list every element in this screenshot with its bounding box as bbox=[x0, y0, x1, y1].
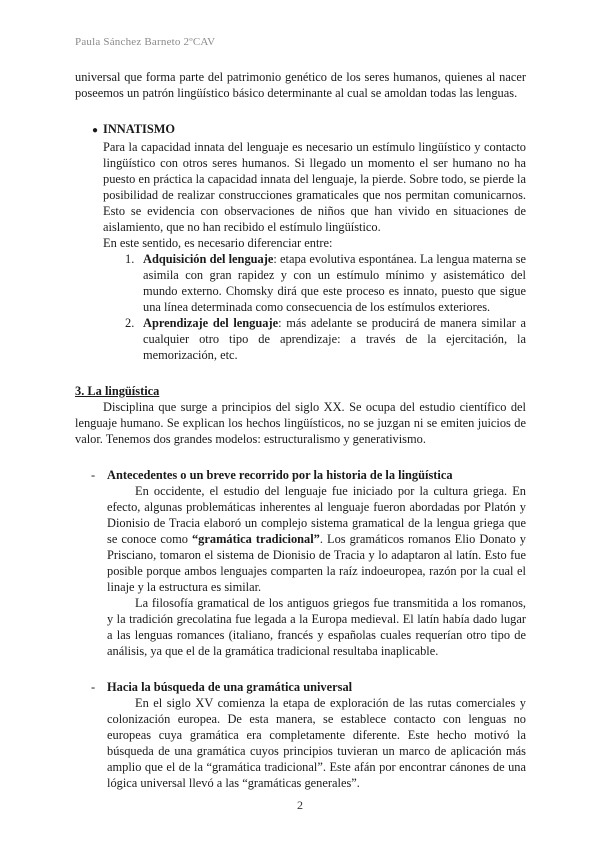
dash-marker: - bbox=[91, 468, 96, 482]
antecedentes-heading bbox=[75, 467, 526, 483]
bold-term: “gramática tradicional” bbox=[191, 532, 320, 546]
list-number: 2. bbox=[125, 316, 135, 330]
text-run: . Los gramáticos romanos Elio Donato y Prisciano, tomaron el sistema de Dionisio de Tracia y lo adaptaron al latín. Esto fue posible porque ambos lenguajes comparten la raíz indoeuropea, razón por la cual el linaje y la estructura es similar. bbox=[107, 532, 527, 594]
list-item-text bbox=[143, 251, 526, 315]
list-term: Adquisición del lenguaje bbox=[143, 252, 274, 266]
busqueda-heading bbox=[75, 679, 526, 695]
antecedentes-title: Antecedentes o un breve recorrido por la historia de la lingüística bbox=[107, 468, 453, 482]
antecedentes-paragraph-2: La filosofía gramatical de los antiguos griegos fue transmitida a los romanos, y la tradición grecolatina fue legada a la Europa medieval. El latín había dado lugar a las lenguas romances (italiano, francés y españolas cuales requerían otro tipo de análisis, ya que el de la gramática tradicional resultaba inaplicable. bbox=[107, 596, 526, 658]
antecedentes-body bbox=[75, 483, 526, 659]
bullet-icon: ● bbox=[92, 125, 99, 136]
innatismo-title: INNATISMO bbox=[103, 122, 176, 136]
dash-marker: - bbox=[91, 680, 96, 694]
busqueda-paragraph-1: En el siglo XV comienza la etapa de exploración de las rutas comerciales y colonización europea. De esta manera, se establece contacto con lenguas no europeas cuya gramática era completamente diferente. Este hecho motivó la búsqueda de una gramática cuyos principios tuvieran un marco de aplicación más amplio que el de la “gramática tradicional”. Este afán por encontrar cánones de una lógica universal llevó a las “gramáticas generales”. bbox=[107, 696, 526, 790]
page-header: Paula Sánchez Barneto 2ºCAV bbox=[75, 36, 216, 48]
busqueda-body bbox=[75, 695, 526, 791]
innatismo-paragraph-1: Para la capacidad innata del lenguaje es necesario un estímulo lingüístico y contacto lingüístico con otros seres humanos. Si llegado un momento el ser humano no ha puesto en práctica la capacidad innata del lenguaje, la pierde. Sobre todo, se pierde la posibilidad de realizar construcciones gramaticales que nos permitan comunicarnos. Esto se evidencia con observaciones de niños que han vivido en situaciones de aislamiento, que no han recibido el estímulo lingüístico. bbox=[103, 140, 526, 234]
linguistica-paragraph: Disciplina que surge a principios del siglo XX. Se ocupa del estudio científico del lenguaje humano. Se explican los hechos lingüísticos, no se juzgan ni se emiten juicios de valor. Tenemos dos grandes modelos: estructuralismo y generativismo. bbox=[75, 400, 526, 446]
innatismo-heading bbox=[75, 121, 526, 139]
section-title-linguistica: 3. La lingüística bbox=[75, 384, 160, 398]
list-description: : etapa evolutiva espontánea. La lengua materna se asimila con gran rapidez y con un estímulo mínimo y asistemático del mundo externo. Chomsky dirá que este proceso es innato, puesto que sigue una línea determinada como consecuencia de los estímulos exteriores. bbox=[143, 252, 526, 314]
list-item bbox=[125, 251, 526, 315]
intro-paragraph: universal que forma parte del patrimonio genético de los seres humanos, quienes al nacer poseemos un patrón lingüístico básico determinante al cual se amoldan todas las lenguas. bbox=[75, 70, 526, 100]
list-description: : más adelante se producirá de manera similar a cualquier otro tipo de aprendizaje: a través de la ejercitación, la memorización, etc. bbox=[143, 316, 526, 362]
page-number: 2 bbox=[297, 798, 303, 812]
antecedentes-paragraph-1 bbox=[107, 483, 526, 595]
list-term: Aprendizaje del lenguaje bbox=[143, 316, 279, 330]
text-run: En occidente, el estudio del lenguaje fue iniciado por la cultura griega. En efecto, algunas problemáticas inherentes al lenguaje fueron abordadas por Platón y Dionisio de Tracia elaboró un complejo sistema gramatical de la lengua griega que se conoce como bbox=[107, 484, 526, 546]
innatismo-list bbox=[75, 251, 526, 363]
page-content bbox=[75, 69, 526, 791]
innatismo-body bbox=[75, 139, 526, 251]
list-item-text bbox=[143, 315, 526, 363]
list-item bbox=[125, 315, 526, 363]
busqueda-title: Hacia la búsqueda de una gramática universal bbox=[107, 680, 353, 694]
innatismo-paragraph-2: En este sentido, es necesario diferenciar entre: bbox=[103, 236, 333, 250]
list-number: 1. bbox=[125, 252, 135, 266]
